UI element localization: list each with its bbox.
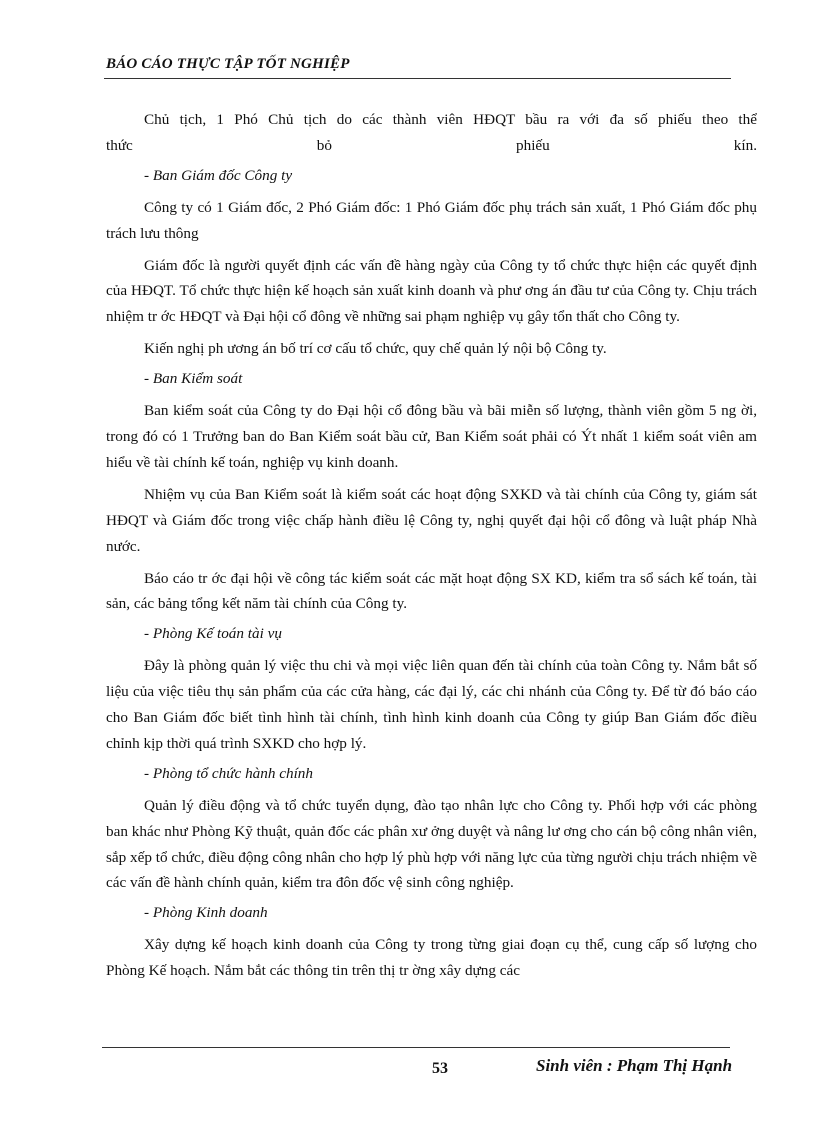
paragraph-chairman: Chủ tịch, 1 Phó Chủ tịch do các thành viên HĐQT bầu ra với đa số phiếu theo thể — [144, 111, 757, 128]
student-name: Sinh viên : Phạm Thị Hạnh — [536, 1056, 733, 1075]
body-text — [106, 107, 757, 984]
page-number: 53 — [432, 1060, 448, 1077]
paragraph-chairman-cont: thức bỏ phiếu kín. — [106, 136, 757, 154]
paragraph-accounting: Đây là phòng quản lý việc thu chi và mọi việc liên quan đến tài chính của toàn Công ty. Nắm bắt số liệu của việc tiêu thụ sản phẩm của các cửa hàng, các đại lý, các chi nhánh của Công ty. Để từ đó báo cáo cho Ban Giám đốc biết tình hình tài chính, tình hình kinh doanh của Công ty giúp Ban Giám đốc điều chỉnh kịp thời quá trình SXKD cho hợp lý. — [106, 657, 757, 752]
paragraph-director-duties: Giám đốc là người quyết định các vấn đề hàng ngày của Công ty tổ chức thực hiện các quyết định của HĐQT. Tổ chức thực hiện kế hoạch sản xuất kinh doanh và phư ơng án đầu tư của Công ty. Chịu trách nhiệm tr ớc HĐQT và Đại hội cổ đông về những sai phạm nghiệp vụ gây tổn thất cho Công ty. — [106, 256, 757, 326]
section-heading-administration: - Phòng tổ chức hành chính — [144, 764, 313, 782]
section-heading-business: - Phòng Kinh doanh — [144, 904, 268, 922]
section-heading-accounting: - Phòng Kế toán tài vụ — [144, 625, 282, 643]
paragraph-administration: Quản lý điều động và tổ chức tuyển dụng, đào tạo nhân lực cho Công ty. Phối hợp với các phòng ban khác như Phòng Kỹ thuật, quản đốc các phân xư ởng duyệt và nâng lư ơng cho cán bộ công nhân viên, sắp xếp tổ chức, điều động công nhân cho hợp lý phù hợp với năng lực của từng người chịu trách nhiệm về các vấn đề hành chính quản, kiểm tra đôn đốc vệ sinh công nghiệp. — [106, 796, 757, 892]
paragraph-supervisory-duties: Nhiệm vụ của Ban Kiểm soát là kiểm soát các hoạt động SXKD và tài chính của Công ty, giám sát HĐQT và Giám đốc trong việc chấp hành điều lệ Công ty, nghị quyết đại hội cổ đông và luật pháp Nhà nước. — [106, 485, 757, 555]
section-heading-board-of-directors: - Ban Giám đốc Công ty — [144, 166, 293, 184]
footer-divider — [102, 1047, 730, 1048]
paragraph-directors-structure: Công ty có 1 Giám đốc, 2 Phó Giám đốc: 1 Phó Giám đốc phụ trách sản xuất, 1 Phó Giám đốc phụ trách lưu thông — [106, 198, 757, 242]
header-divider — [104, 78, 731, 79]
paragraph-recommendation: Kiến nghị ph ương án bố trí cơ cấu tổ chức, quy chế quản lý nội bộ Công ty. — [144, 340, 607, 358]
paragraph-supervisory-report: Báo cáo tr ớc đại hội về công tác kiểm soát các mặt hoạt động SX KD, kiểm tra sổ sách kế toán, tài sản, các bảng tổng kết năm tài chính của Công ty. — [106, 569, 757, 613]
header-title: BÁO CÁO THỰC TẬP TỐT NGHIỆP — [106, 56, 350, 72]
section-heading-supervisory-board: - Ban Kiểm soát — [144, 370, 243, 388]
paragraph-business: Xây dựng kế hoạch kinh doanh của Công ty trong từng giai đoạn cụ thể, cung cấp số lượng cho Phòng Kế hoạch. Nắm bắt các thông tin trên thị tr ờng xây dựng các — [106, 936, 757, 980]
paragraph-supervisory-composition: Ban kiểm soát của Công ty do Đại hội cổ đông bầu và bãi miễn số lượng, thành viên gồm 5 ng ời, trong đó có 1 Trưởng ban do Ban Kiểm soát bầu cử, Ban Kiểm soát phải có Ýt nhất 1 kiểm soát viên am hiểu về tài chính kế toán, nghiệp vụ kinh doanh. — [106, 402, 757, 471]
